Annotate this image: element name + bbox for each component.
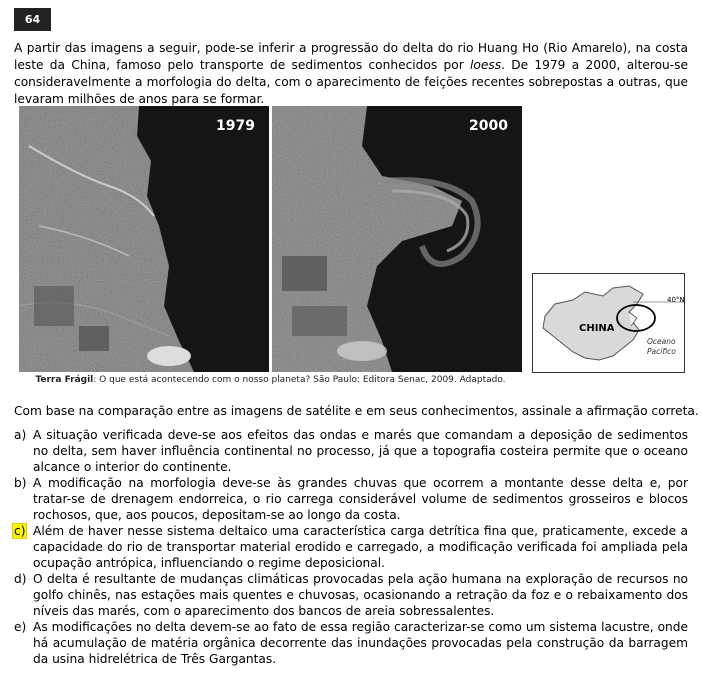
map-label-china: CHINA xyxy=(579,323,615,334)
option-b[interactable] xyxy=(14,475,688,523)
answer-options xyxy=(14,427,688,667)
option-letter: b) xyxy=(14,476,27,490)
satellite-2000-graphic xyxy=(272,106,522,372)
option-a[interactable] xyxy=(14,427,688,475)
question-prompt: Com base na comparação entre as imagens de satélite e em seus conhecimentos, assinale a afirmação correta. xyxy=(14,404,699,418)
locator-map xyxy=(532,273,685,373)
map-label-latitude: 40°N xyxy=(667,296,685,304)
satellite-1979-graphic xyxy=(19,106,269,372)
satellite-image-1979 xyxy=(19,106,269,372)
option-text: A situação verificada deve-se aos efeitos das ondas e marés que comandam a deposição de sedimentos no delta, sem haver influência continental no processo, já que a topografia costeira permite que o oceano alcance o interior do continente. xyxy=(33,428,688,474)
image-caption xyxy=(19,375,522,385)
question-number: 64 xyxy=(14,8,51,31)
intro-italic-term: loess xyxy=(470,58,502,72)
option-text: Além de haver nesse sistema deltaico uma característica carga detrítica fina que, praticamente, excede a capacidade do rio de transportar material erodido e carregado, a modificação verificada foi ampliada pela ocupação antrópica, influenciando o regime deposicional. xyxy=(33,524,688,570)
ocean-label-line1: Oceano xyxy=(647,337,676,346)
option-text: O delta é resultante de mudanças climáticas provocadas pela ação humana na exploração de recursos no golfo chinês, nas estações mais quentes e chuvosas, ocasionando a retração da foz e o rebaixamento dos níveis das marés, com o aparecimento dos bancos de areia sobressalentes. xyxy=(33,572,688,618)
intro-text-2: . De 1979 a 2000, alterou-se consideravelmente a morfologia do delta, com o aparecimento de feições recentes sobrepostas a outras, que levaram milhões de anos para se formar. xyxy=(14,58,688,106)
year-label-1979: 1979 xyxy=(216,118,255,134)
option-letter: a) xyxy=(14,428,27,442)
caption-title: Terra Frágil xyxy=(35,375,94,385)
option-c[interactable] xyxy=(14,523,688,571)
option-e[interactable] xyxy=(14,619,688,667)
satellite-image-2000 xyxy=(272,106,522,372)
option-letter: e) xyxy=(14,620,27,634)
year-label-2000: 2000 xyxy=(469,118,508,134)
option-text: A modificação na morfologia deve-se às grandes chuvas que ocorrem a montante desse delta e, por tratar-se de drenagem endorreica, o rio carrega considerável volume de sedimentos grosseiros e blocos rochosos, que, aos poucos, depositam-se ao longo da costa. xyxy=(33,476,688,522)
question-intro xyxy=(14,40,688,108)
option-letter-highlighted xyxy=(14,523,33,571)
highlight-mark: c) xyxy=(14,524,26,538)
option-letter: d) xyxy=(14,572,27,586)
intro-text-1: A partir das imagens a seguir, pode-se inferir a progressão do delta do rio Huang Ho (Rio Amarelo), na costa leste da China, famoso pelo transporte de sedimentos conhecidos por xyxy=(14,41,688,72)
map-label-ocean xyxy=(647,337,676,357)
option-d[interactable] xyxy=(14,571,688,619)
caption-source: : O que está acontecendo com o nosso planeta? São Paulo: Editora Senac, 2009. Adaptado. xyxy=(93,375,506,385)
ocean-label-line2: Pacífico xyxy=(647,347,676,356)
option-text: As modificações no delta devem-se ao fato de essa região caracterizar-se como um sistema lacustre, onde há acumulação de matéria orgânica decorrente das inundações provocadas pela construção da barragem da usina hidrelétrica de Três Gargantas. xyxy=(33,620,688,666)
